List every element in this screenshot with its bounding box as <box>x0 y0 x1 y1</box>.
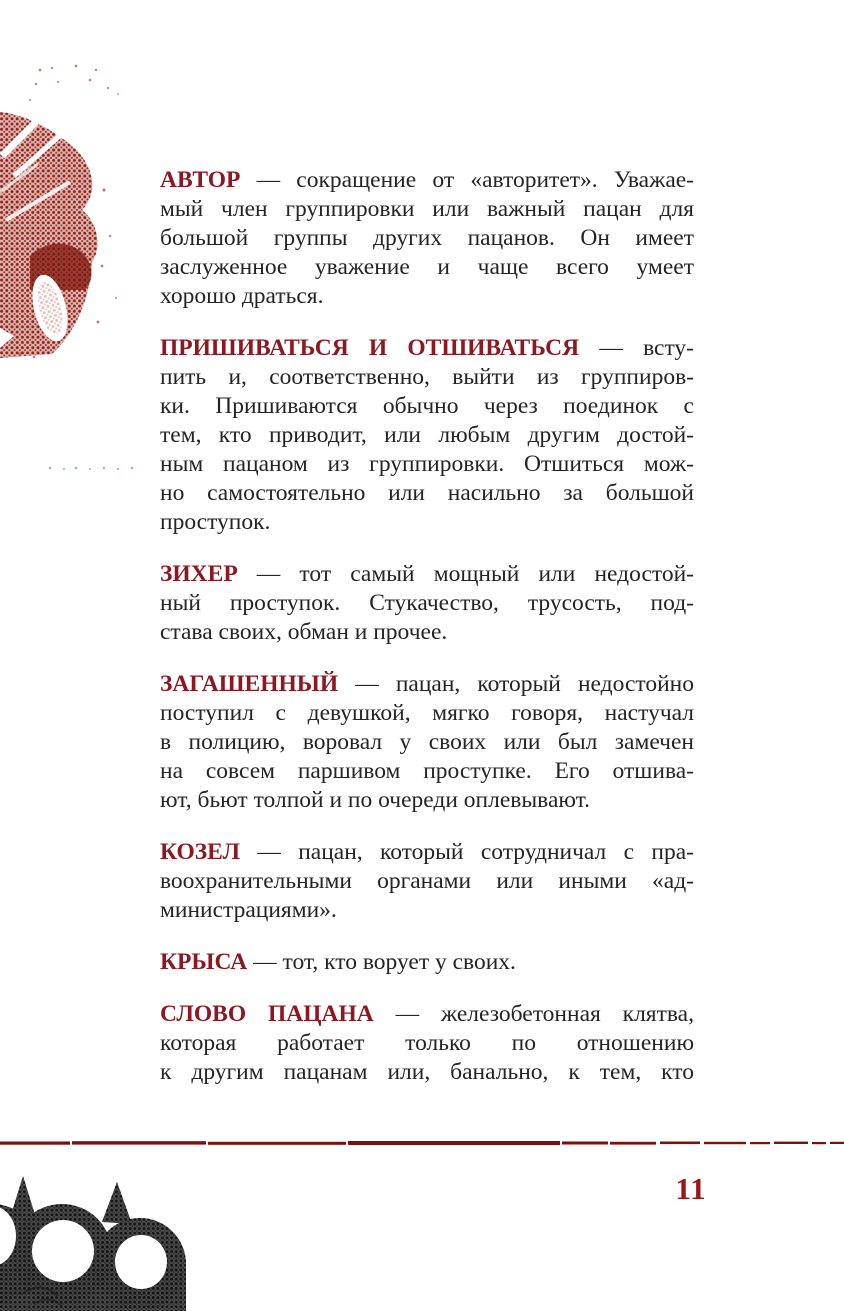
glossary-entry <box>160 670 694 815</box>
glossary-entry <box>160 948 694 977</box>
brass-knuckles-illustration <box>0 1172 200 1311</box>
entry-line: КРЫСА — тот, кто ворует у своих. <box>160 949 516 975</box>
entry-line: проступок. <box>160 509 271 535</box>
entry-line: пить и, соответственно, выйти из группиров- <box>160 364 694 390</box>
page-number: 11 <box>675 1171 707 1206</box>
glossary-list <box>160 166 694 1110</box>
entry-line: СЛОВО ПАЦАНА — железобетонная клятва, <box>160 1001 694 1027</box>
entry-term: КРЫСА <box>160 949 248 975</box>
entry-line: воохранительными органами или иными «ад- <box>160 868 694 894</box>
entry-term: СЛОВО ПАЦАНА <box>160 1001 374 1027</box>
entry-term: КОЗЕЛ <box>160 839 241 865</box>
car-halftone-illustration <box>0 60 130 360</box>
entry-line: ный проступок. Стукачество, трусость, под- <box>160 590 694 616</box>
entry-line: заслуженное уважение и чаще всего умеет <box>160 254 694 280</box>
distressed-rule <box>0 1140 844 1148</box>
entry-line: ным пацаном из группировки. Отшиться мож- <box>160 451 694 477</box>
entry-term: ЗИХЕР <box>160 561 238 587</box>
halftone-stray-dots <box>29 65 119 101</box>
entry-line: тем, кто приводит, или любым другим достой- <box>160 422 694 448</box>
entry-line: мый член группировки или важный пацан для <box>160 196 694 222</box>
entry-line: министрациями». <box>160 897 337 923</box>
glossary-entry <box>160 560 694 647</box>
halftone-dots-row <box>40 458 150 476</box>
glossary-entry <box>160 838 694 925</box>
glossary-entry <box>160 1000 694 1087</box>
entry-line: АВТОР — сокращение от «авторитет». Уважае- <box>160 167 694 193</box>
entry-line: в полицию, воровал у своих или был замечен <box>160 729 694 755</box>
entry-line: поступил с девушкой, мягко говоря, настучал <box>160 700 694 726</box>
entry-line: к другим пацанам или, банально, к тем, кто <box>160 1059 694 1085</box>
entry-line: которая работает только по отношению <box>160 1030 694 1056</box>
entry-line: ПРИШИВАТЬСЯ И ОТШИВАТЬСЯ — всту- <box>160 335 694 361</box>
entry-term: АВТОР <box>160 167 241 193</box>
entry-line: КОЗЕЛ — пацан, который сотрудничал с пра- <box>160 839 694 865</box>
entry-line: ки. Пришиваются обычно через поединок с <box>160 393 694 419</box>
entry-line: большой группы других пацанов. Он имеет <box>160 225 694 251</box>
entry-line: ют, бьют толпой и по очереди оплевывают. <box>160 787 590 813</box>
glossary-entry <box>160 334 694 537</box>
entry-line: ЗАГАШЕННЫЙ — пацан, который недостойно <box>160 671 694 697</box>
entry-term: ЗАГАШЕННЫЙ <box>160 671 339 697</box>
glossary-entry <box>160 166 694 311</box>
entry-line: става своих, обман и прочее. <box>160 619 448 645</box>
entry-term: ПРИШИВАТЬСЯ И ОТШИВАТЬСЯ <box>160 335 580 361</box>
entry-line: на совсем паршивом проступке. Его отшива- <box>160 758 694 784</box>
entry-line: но самостоятельно или насильно за большой <box>160 480 694 506</box>
entry-line: ЗИХЕР — тот самый мощный или недостой- <box>160 561 694 587</box>
entry-line: хорошо драться. <box>160 283 324 309</box>
